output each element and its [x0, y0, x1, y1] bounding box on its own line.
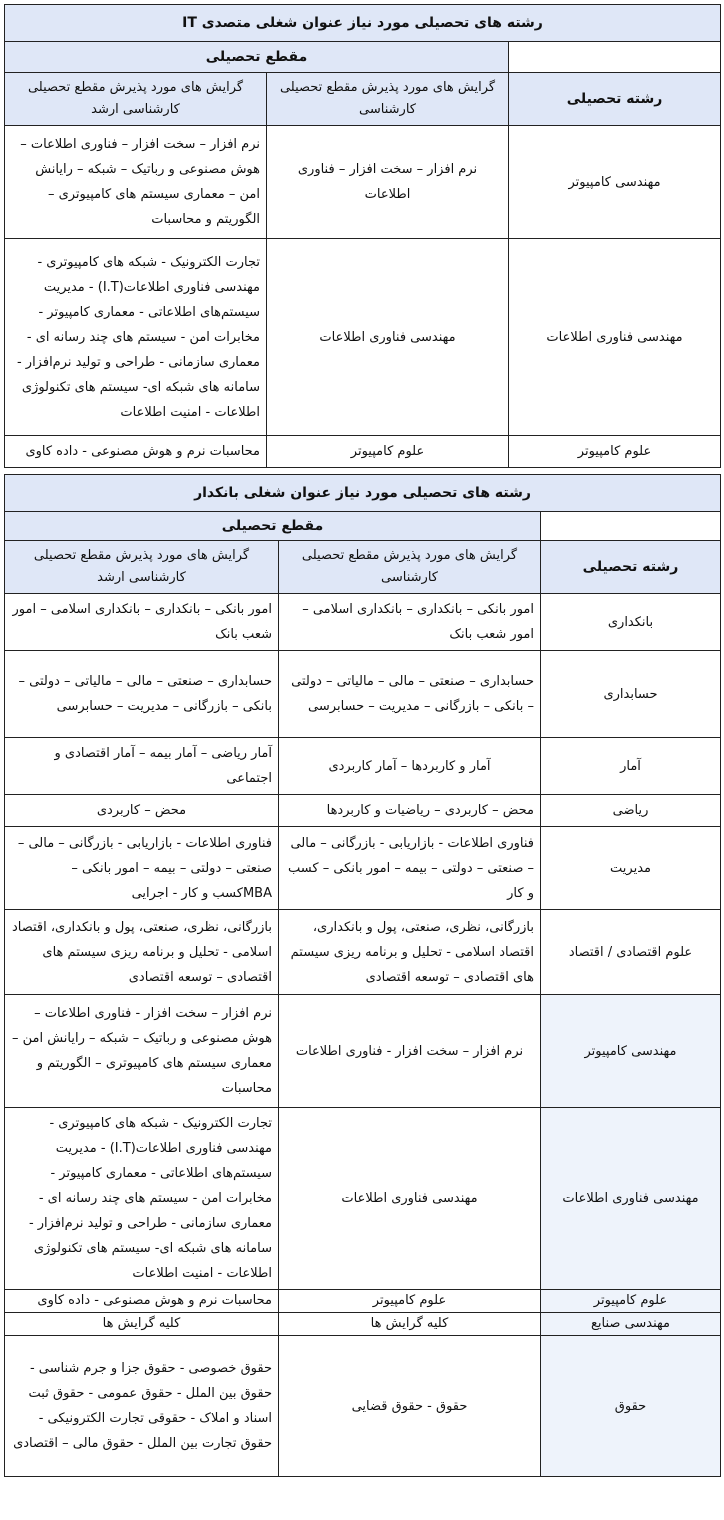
bachelor-header: گرایش های مورد پذیرش مقطع تحصیلی کارشناسی — [279, 541, 541, 594]
bachelor-cell: امور بانکی – بانکداری – بانکداری اسلامی – امور شعب بانک — [279, 594, 541, 651]
field-header: رشته تحصیلی — [509, 73, 721, 126]
master-cell: امور بانکی – بانکداری – بانکداری اسلامی – امور شعب بانک — [5, 594, 279, 651]
empty-cell — [509, 42, 721, 73]
table-row — [5, 910, 721, 995]
bachelor-cell: علوم کامپیوتر — [267, 436, 509, 468]
field-cell: مهندسی صنایع — [541, 1313, 721, 1336]
table-row — [5, 738, 721, 795]
field-cell: علوم کامپیوتر — [541, 1290, 721, 1313]
bachelor-cell: علوم کامپیوتر — [279, 1290, 541, 1313]
table-row — [5, 651, 721, 738]
bachelor-cell: آمار و کاربردها – آمار کاربردی — [279, 738, 541, 795]
field-cell: مدیریت — [541, 827, 721, 910]
table-title: رشته های تحصیلی مورد نیاز عنوان شغلی متصدی IT — [5, 5, 721, 42]
master-cell: تجارت الکترونیک - شبکه های کامپیوتری - مهندسی فناوری اطلاعات(I.T) - مدیریت سیستم‌های اطلاعاتی - معماری کامپیوتر - مخابرات امن - سیستم های چند رسانه ای - معماری سازمانی - طراحی و تولید نرم‌افزار - سامانه های شبکه ای- سیستم های تکنولوژی اطلاعات - امنیت اطلاعات — [5, 1108, 279, 1290]
bachelor-cell: مهندسی فناوری اطلاعات — [279, 1108, 541, 1290]
bachelor-cell: کلیه گرایش ها — [279, 1313, 541, 1336]
master-cell: بازرگانی، نظری، صنعتی، پول و بانکداری، اقتصاد اسلامی - تحلیل و برنامه ریزی سیستم های اقتصادی – توسعه اقتصادی — [5, 910, 279, 995]
table-row — [5, 436, 721, 468]
level-header: مقطع تحصیلی — [5, 42, 509, 73]
bachelor-cell: نرم افزار – سخت افزار - فناوری اطلاعات — [279, 995, 541, 1108]
table-row — [5, 827, 721, 910]
master-cell: نرم افزار – سخت افزار – فناوری اطلاعات – هوش مصنوعی و رباتیک – شبکه – رایانش امن – معماری سیستم های کامپیوتری – الگوریتم و محاسبات — [5, 126, 267, 239]
table-row — [5, 239, 721, 436]
master-header: گرایش های مورد پذیرش مقطع تحصیلی کارشناسی ارشد — [5, 73, 267, 126]
table-row — [5, 1290, 721, 1313]
banker-table — [4, 474, 721, 1477]
master-header: گرایش های مورد پذیرش مقطع تحصیلی کارشناسی ارشد — [5, 541, 279, 594]
table-row — [5, 1336, 721, 1477]
field-header: رشته تحصیلی — [541, 541, 721, 594]
field-cell: بانکداری — [541, 594, 721, 651]
table-row — [5, 995, 721, 1108]
master-cell: محاسبات نرم و هوش مصنوعی - داده کاوی — [5, 436, 267, 468]
master-cell: آمار ریاضی – آمار بیمه – آمار اقتصادی و اجتماعی — [5, 738, 279, 795]
bachelor-cell: مهندسی فناوری اطلاعات — [267, 239, 509, 436]
master-cell: محض – کاربردی — [5, 795, 279, 827]
field-cell: ریاضی — [541, 795, 721, 827]
field-cell: مهندسی فناوری اطلاعات — [509, 239, 721, 436]
bachelor-header: گرایش های مورد پذیرش مقطع تحصیلی کارشناسی — [267, 73, 509, 126]
field-cell: حقوق — [541, 1336, 721, 1477]
bachelor-cell: بازرگانی، نظری، صنعتی، پول و بانکداری، اقتصاد اسلامی - تحلیل و برنامه ریزی سیستم های اقتصادی – توسعه اقتصادی — [279, 910, 541, 995]
field-cell: آمار — [541, 738, 721, 795]
bachelor-cell: حقوق - حقوق قضایی — [279, 1336, 541, 1477]
table-row — [5, 1313, 721, 1336]
master-cell: نرم افزار – سخت افزار - فناوری اطلاعات – هوش مصنوعی و رباتیک – شبکه – رایانش امن – معماری سیستم های کامپیوتری – الگوریتم و محاسبات — [5, 995, 279, 1108]
master-cell: تجارت الکترونیک - شبکه های کامپیوتری - مهندسی فناوری اطلاعات(I.T) - مدیریت سیستم‌های اطلاعاتی - معماری کامپیوتر - مخابرات امن - سیستم های چند رسانه ای - معماری سازمانی - طراحی و تولید نرم‌افزار - سامانه های شبکه ای- سیستم های تکنولوژی اطلاعات - امنیت اطلاعات — [5, 239, 267, 436]
it-operator-table — [4, 4, 721, 468]
field-cell: علوم کامپیوتر — [509, 436, 721, 468]
bachelor-cell: نرم افزار – سخت افزار – فناوری اطلاعات — [267, 126, 509, 239]
master-cell: حسابداری – صنعتی – مالی – مالیاتی – دولتی – بانکی – بازرگانی – مدیریت – حسابرسی — [5, 651, 279, 738]
field-cell: مهندسی فناوری اطلاعات — [541, 1108, 721, 1290]
empty-cell — [541, 512, 721, 541]
field-cell: مهندسی کامپیوتر — [509, 126, 721, 239]
table-row — [5, 795, 721, 827]
bachelor-cell: حسابداری – صنعتی – مالی – مالیاتی – دولتی – بانکی – بازرگانی – مدیریت – حسابرسی — [279, 651, 541, 738]
level-header: مقطع تحصیلی — [5, 512, 541, 541]
table-row — [5, 594, 721, 651]
field-cell: علوم اقتصادی / اقتصاد — [541, 910, 721, 995]
master-cell: حقوق خصوصی - حقوق جزا و جرم شناسی - حقوق بین الملل - حقوق عمومی - حقوق ثبت اسناد و املاک - حقوقی تجارت الکترونیکی - حقوق تجارت بین الملل - حقوق مالی – اقتصادی — [5, 1336, 279, 1477]
master-cell: کلیه گرایش ها — [5, 1313, 279, 1336]
master-cell: محاسبات نرم و هوش مصنوعی - داده کاوی — [5, 1290, 279, 1313]
table-row — [5, 1108, 721, 1290]
master-cell: فناوری اطلاعات - بازاریابی - بازرگانی – مالی – صنعتی – دولتی – بیمه – امور بانکی – MBAکسب و کار - اجرایی — [5, 827, 279, 910]
table-title: رشته های تحصیلی مورد نیاز عنوان شغلی بانکدار — [5, 475, 721, 512]
field-cell: مهندسی کامپیوتر — [541, 995, 721, 1108]
bachelor-cell: فناوری اطلاعات - بازاریابی - بازرگانی – مالی – صنعتی – دولتی – بیمه – امور بانکی – کسب و کار — [279, 827, 541, 910]
field-cell: حسابداری — [541, 651, 721, 738]
bachelor-cell: محض – کاربردی – ریاضیات و کاربردها — [279, 795, 541, 827]
table-row — [5, 126, 721, 239]
